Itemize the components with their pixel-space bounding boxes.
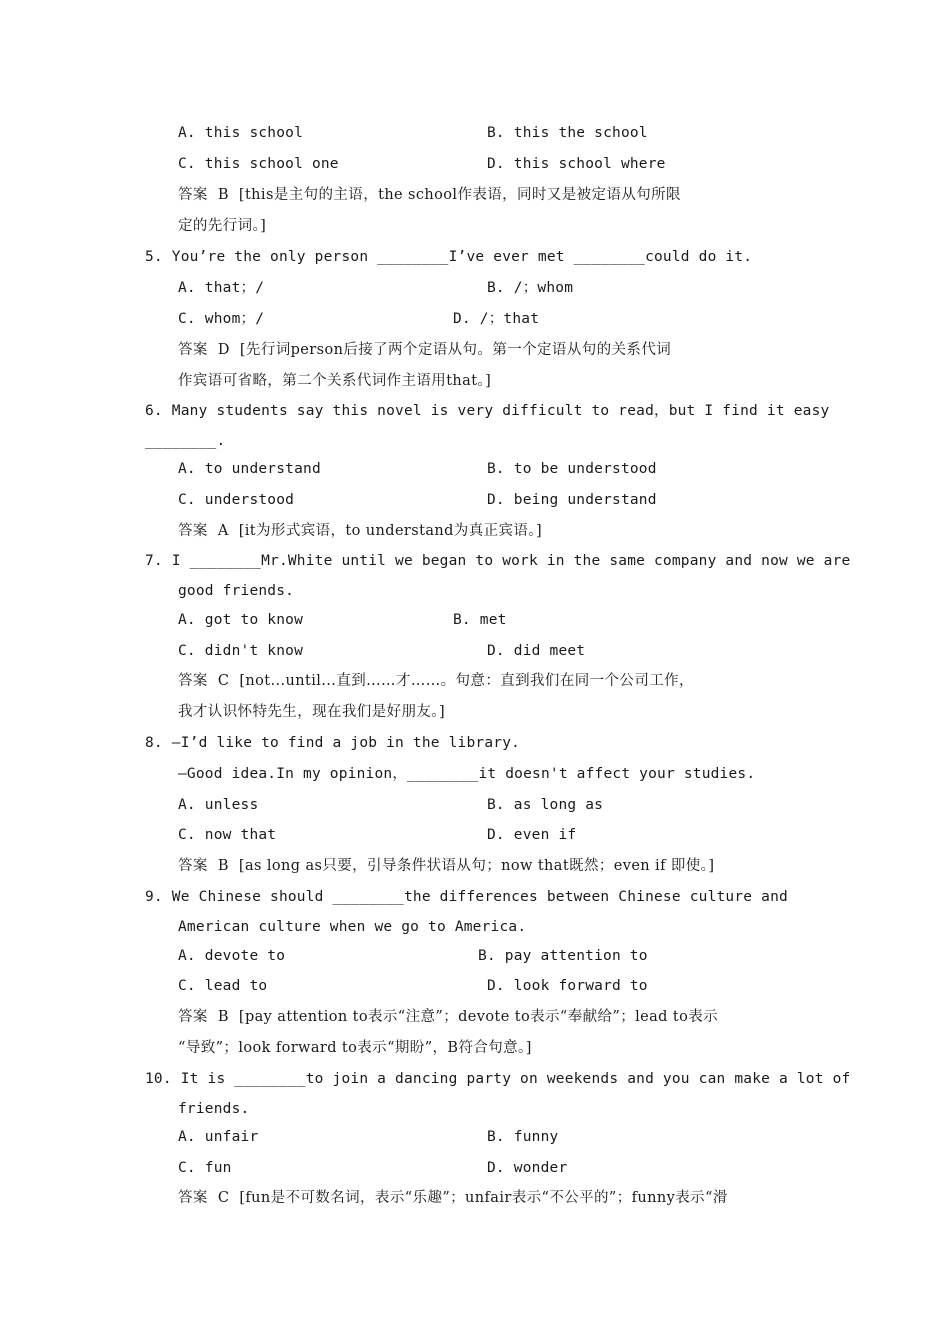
q7-answer-line2: 我才认识怀特先生，现在我们是好朋友。] — [178, 704, 446, 720]
q5-stem: 5. You’re the only person ________I’ve ever met ________could do it. — [145, 249, 753, 265]
q7-answer-line1: 答案 C [not...until...直到……才……。句意：直到我们在同一个公司工作， — [178, 673, 694, 689]
q5-option-b: B. /；whom — [487, 280, 574, 296]
q8-stem-line1: 8. —I’d like to find a job in the library. — [145, 735, 521, 751]
q7-option-a: A. got to know — [178, 612, 304, 628]
q4-option-a: A. this school — [178, 125, 304, 141]
q4-option-c: C. this school one — [178, 156, 339, 172]
q7-option-c: C. didn't know — [178, 643, 304, 659]
q9-stem-line2: American culture when we go to America. — [178, 919, 527, 935]
q6-answer-line1: 答案 A [it为形式宾语，to understand为真正宾语。] — [178, 523, 543, 539]
q6-option-a: A. to understand — [178, 461, 321, 477]
q4-option-b: B. this the school — [487, 125, 648, 141]
q10-option-d: D. wonder — [487, 1160, 568, 1176]
q10-option-b: B. funny — [487, 1129, 559, 1145]
q7-option-d: D. did meet — [487, 643, 586, 659]
q8-option-a: A. unless — [178, 797, 259, 813]
q10-option-a: A. unfair — [178, 1129, 259, 1145]
q5-option-a: A. that；/ — [178, 280, 265, 296]
q10-stem-line2: friends. — [178, 1101, 250, 1117]
q7-option-b: B. met — [453, 612, 507, 628]
q6-option-d: D. being understand — [487, 492, 657, 508]
q9-option-c: C. lead to — [178, 978, 268, 994]
q9-option-d: D. look forward to — [487, 978, 648, 994]
q6-stem-line2: ________. — [145, 433, 226, 449]
q7-stem-line1: 7. I ________Mr.White until we began to work in the same company and now we are — [145, 553, 851, 569]
q8-option-d: D. even if — [487, 827, 577, 843]
q5-answer-line2: 作宾语可省略，第二个关系代词作主语用that。] — [178, 373, 492, 389]
q10-stem-line1: 10. It is ________to join a dancing party on weekends and you can make a lot of — [145, 1071, 851, 1087]
q8-option-c: C. now that — [178, 827, 277, 843]
q5-option-d: D. /；that — [453, 311, 540, 327]
q5-option-c: C. whom；/ — [178, 311, 265, 327]
q6-option-b: B. to be understood — [487, 461, 657, 477]
q10-option-c: C. fun — [178, 1160, 232, 1176]
q8-option-b: B. as long as — [487, 797, 604, 813]
q9-option-b: B. pay attention to — [478, 948, 648, 964]
q9-option-a: A. devote to — [178, 948, 286, 964]
q4-answer-line1: 答案 B [this是主句的主语，the school作表语，同时又是被定语从句所限 — [178, 187, 681, 203]
q5-answer-line1: 答案 D [先行词person后接了两个定语从句。第一个定语从句的关系代词 — [178, 342, 672, 358]
q8-stem-line2: —Good idea.In my opinion，________it doesn't affect your studies. — [178, 766, 756, 782]
q4-option-d: D. this school where — [487, 156, 666, 172]
q10-answer-line1: 答案 C [fun是不可数名词，表示“乐趣”；unfair表示“不公平的”；funny表示“滑 — [178, 1190, 728, 1206]
q8-answer-line1: 答案 B [as long as只要，引导条件状语从句；now that既然；even if 即使。] — [178, 858, 715, 874]
q4-answer-line2: 定的先行词。] — [178, 218, 267, 234]
q9-answer-line1: 答案 B [pay attention to表示“注意”；devote to表示“奉献给”；lead to表示 — [178, 1009, 719, 1025]
q9-answer-line2: “导致”；look forward to表示“期盼”，B符合句意。] — [178, 1040, 532, 1056]
q9-stem-line1: 9. We Chinese should ________the differences between Chinese culture and — [145, 889, 788, 905]
q7-stem-line2: good friends. — [178, 583, 295, 599]
q6-option-c: C. understood — [178, 492, 295, 508]
q6-stem-line1: 6. Many students say this novel is very difficult to read，but I find it easy — [145, 403, 830, 419]
